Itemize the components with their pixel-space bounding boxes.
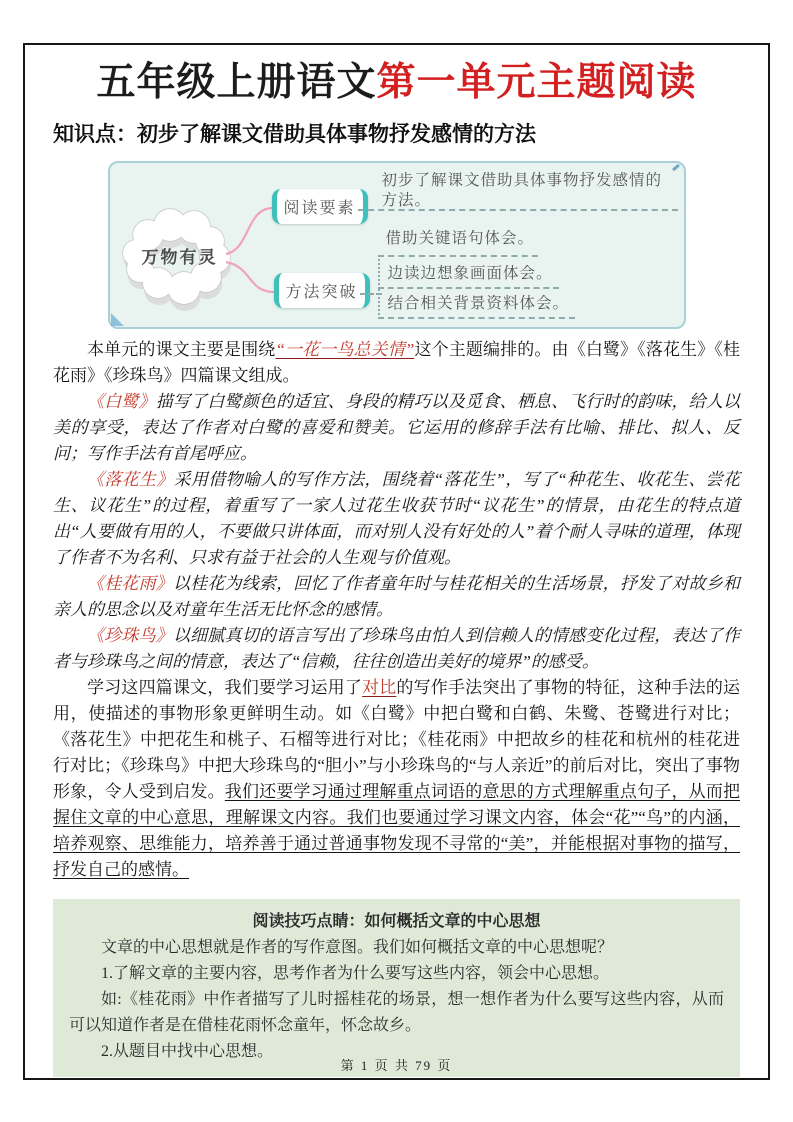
branch-connectors (226, 208, 274, 292)
paragraph-zhenzhuniao (53, 623, 740, 675)
summary-pre: 学习这四篇课文，我们要学习运用了 (87, 677, 363, 697)
tips-line: 2.从题目中找中心思想。 (101, 1042, 274, 1060)
corner-triangle-decoration (111, 313, 124, 326)
page-title (53, 59, 740, 108)
summary-underlined: 我们还要学习通过理解重点词语的意思的方式理解重点句子，从而把握住文章的中心意思，理解课文内容。我们也要通过学习课文内容，体会“花”“鸟”的内涵，培养观察、思维能力，培养善于通过普通事物发现不寻常的“美”，并能根据对事物的描写，抒发自己的感情。 (53, 781, 741, 879)
tips-line: 文章的中心思想就是作者的写作意图。我们如何概括文章的中心思想呢？ (101, 938, 614, 956)
unit-intro-post: 这个主题编排的。由《白鹭》《落花生》《桂花雨》《珍珠鸟》四篇课文组成。 (53, 339, 740, 385)
document-page (23, 43, 770, 1080)
reading-tips-box (53, 899, 740, 1077)
page-number-footer: 第 1 页 共 79 页 (340, 1058, 453, 1073)
paragraph-unit-intro (53, 337, 740, 389)
body-text (53, 337, 740, 883)
mindmap-leaf-background-material: 结合相关背景资料体会。 (378, 289, 576, 319)
tips-line: 1.了解文章的主要内容，思考作者为什么要写这些内容，领会中心思想。 (101, 964, 610, 982)
paragraph-learning-summary (53, 675, 740, 883)
lesson-title-luohuasheng: 《落花生》 (87, 469, 174, 489)
summary-mid: 的写作手法突出了事物的特征，这种手法的运用，使描述的事物形象更鲜明生动。如《白鹭》中把白鹭和白鹤、朱鹭、苍鹭进行对比；《落花生》中把花生和桃子、石榴等进行对比；《桂花雨》中把故乡的桂花和杭州的桂花进行对比；《珍珠鸟》中把大珍珠鸟的“胆小”与小珍珠鸟的“与人亲近”的前后对比，突出了事物形象，令人受到启发。 (53, 677, 741, 801)
unit-theme-highlight: “一花一鸟总关情” (275, 339, 415, 359)
lesson-summary-guihuayu: 以桂花为线索，回忆了作者童年时与桂花相关的生活场景，抒发了对故乡和亲人的思念以及对童年生活无比怀念的感情。 (53, 573, 741, 619)
knowledge-point-subtitle: 知识点：初步了解课文借助具体事物抒发感情的方法 (53, 122, 536, 146)
dashed-connector (378, 255, 538, 257)
mindmap-diagram (108, 161, 686, 329)
paragraph-bailu (53, 389, 740, 467)
keyword-contrast: 对比 (362, 677, 397, 697)
tips-line: 如:《桂花雨》中作者描写了儿时摇桂花的场景，想一想作者为什么要写这些内容，从而可以知道作者是在借桂花雨怀念童年，怀念故乡。 (69, 990, 724, 1034)
tips-title: 阅读技巧点睛：如何概括文章的中心思想 (252, 912, 541, 930)
lesson-summary-zhenzhuniao: 以细腻真切的语言写出了珍珠鸟由怕人到信赖人的情感变化过程，表达了作者与珍珠鸟之间的情意，表达了“信赖，往往创造出美好的境界”的感受。 (53, 625, 741, 671)
page-title-black: 五年级上册语文 (96, 61, 377, 104)
mindmap-leaf-reading-method: 初步了解课文借助具体事物抒发感情的方法。 (381, 171, 663, 209)
mindmap-leaf-key-sentences: 借助关键语句体会。 (385, 229, 535, 247)
page-title-red: 第一单元主题阅读 (376, 61, 697, 104)
mindmap-node-reading-elements: 阅读要素 (272, 189, 368, 224)
paragraph-guihuayu (53, 571, 740, 623)
dashed-connector (358, 209, 678, 211)
lesson-title-guihuayu: 《桂花雨》 (87, 573, 173, 593)
mindmap-root-label: 万物有灵 (141, 247, 218, 267)
paragraph-luohuasheng (53, 467, 740, 571)
lesson-summary-luohuasheng: 采用借物喻人的写作方法，围绕着“落花生”，写了“种花生、收花生、尝花生、议花生”的过程，着重写了一家人过花生收获节时“议花生”的情景，由花生的特点道出“人要做有用的人，不要做只讲体面，而对别人没有好处的人”着个耐人寻味的道理，体现了作者不为名利、只求有益于社会的人生观与价值观。 (53, 469, 740, 567)
lesson-title-zhenzhuniao: 《珍珠鸟》 (87, 625, 173, 645)
mindmap-node-method-breakthrough: 方法突破 (274, 273, 370, 308)
mindmap-leaf-imagine-pictures: 边读边想象画面体会。 (378, 259, 559, 289)
lesson-summary-bailu: 描写了白鹭颜色的适宜、身段的精巧以及觅食、栖息、飞行时的韵味，给人以美的享受，表达了作者对白鹭的喜爱和赞美。它运用的修辞手法有比喻、排比、拟人、反问；写作手法有首尾呼应。 (53, 391, 741, 463)
unit-intro-pre: 本单元的课文主要是围绕 (87, 339, 276, 359)
lesson-title-bailu: 《白鹭》 (87, 391, 156, 411)
